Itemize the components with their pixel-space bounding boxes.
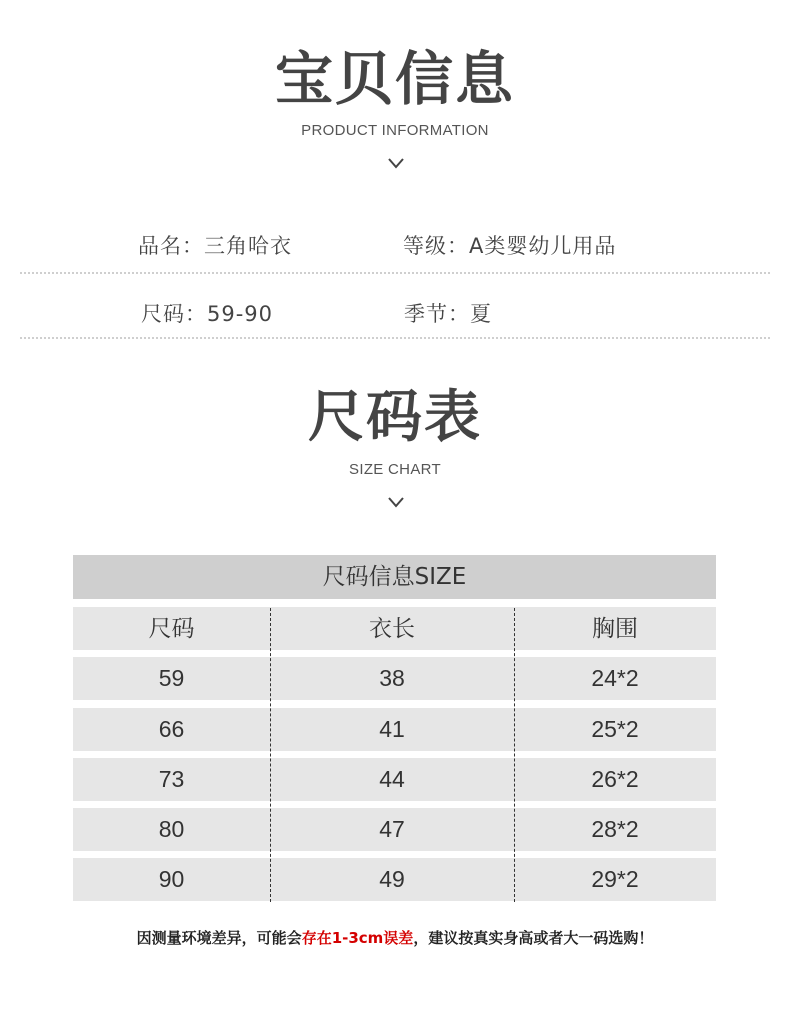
note-text: ，建议按真实身高或者大一码选购！ [413,929,654,947]
info-row-1 [20,230,770,266]
table-cell: 41 [379,716,405,742]
table-cell: 49 [379,866,405,892]
product-info-subtitle: PRODUCT INFORMATION [301,122,489,139]
table-cell: 25*2 [591,716,639,742]
table-header-row [73,607,716,650]
size-chart-title: 尺码表 [308,385,482,450]
column-divider [270,608,271,902]
product-grade-label: 等级： [403,234,469,258]
table-cell: 26*2 [591,766,639,792]
table-row [73,858,716,901]
table-row [73,758,716,801]
note-error-range: 存在1-3cm误差 [301,929,414,947]
table-cell: 66 [158,716,185,742]
divider [20,337,770,339]
table-row [73,708,716,751]
product-season [404,298,492,328]
table-cell: 29*2 [591,866,639,892]
table-cell: 47 [379,816,405,842]
size-table-title: 尺码信息SIZE [73,555,716,599]
chevron-down-icon [386,156,406,170]
season-value: 夏 [470,302,492,326]
size-range-label: 尺码： [141,302,207,326]
product-info-title: 宝贝信息 [274,45,515,113]
note-text: 因测量环境差异，可能会 [136,929,302,947]
column-header: 衣长 [369,615,415,641]
table-cell: 24*2 [591,665,639,691]
table-cell: 73 [158,766,185,792]
size-range-value: 59-90 [207,302,274,326]
table-row [73,808,716,851]
chevron-down-icon [386,495,406,509]
table-row [73,657,716,700]
column-header: 胸围 [592,615,638,641]
table-cell: 80 [158,816,185,842]
product-grade-value: A类婴幼儿用品 [469,234,617,258]
product-name [138,230,292,260]
product-name-value: 三角哈衣 [204,234,292,258]
column-divider [514,608,515,902]
season-label: 季节： [404,302,470,326]
table-cell: 44 [379,766,405,792]
table-cell: 59 [158,665,185,691]
size-chart-subtitle: SIZE CHART [349,461,441,478]
column-header: 尺码 [148,615,195,641]
divider [20,272,770,274]
product-name-label: 品名： [138,234,204,258]
product-size-range [141,298,273,328]
table-cell: 90 [158,866,185,892]
product-grade [403,230,616,260]
table-cell: 28*2 [591,816,639,842]
table-cell: 38 [379,665,405,691]
info-row-2 [20,298,770,334]
measurement-note [0,927,790,948]
